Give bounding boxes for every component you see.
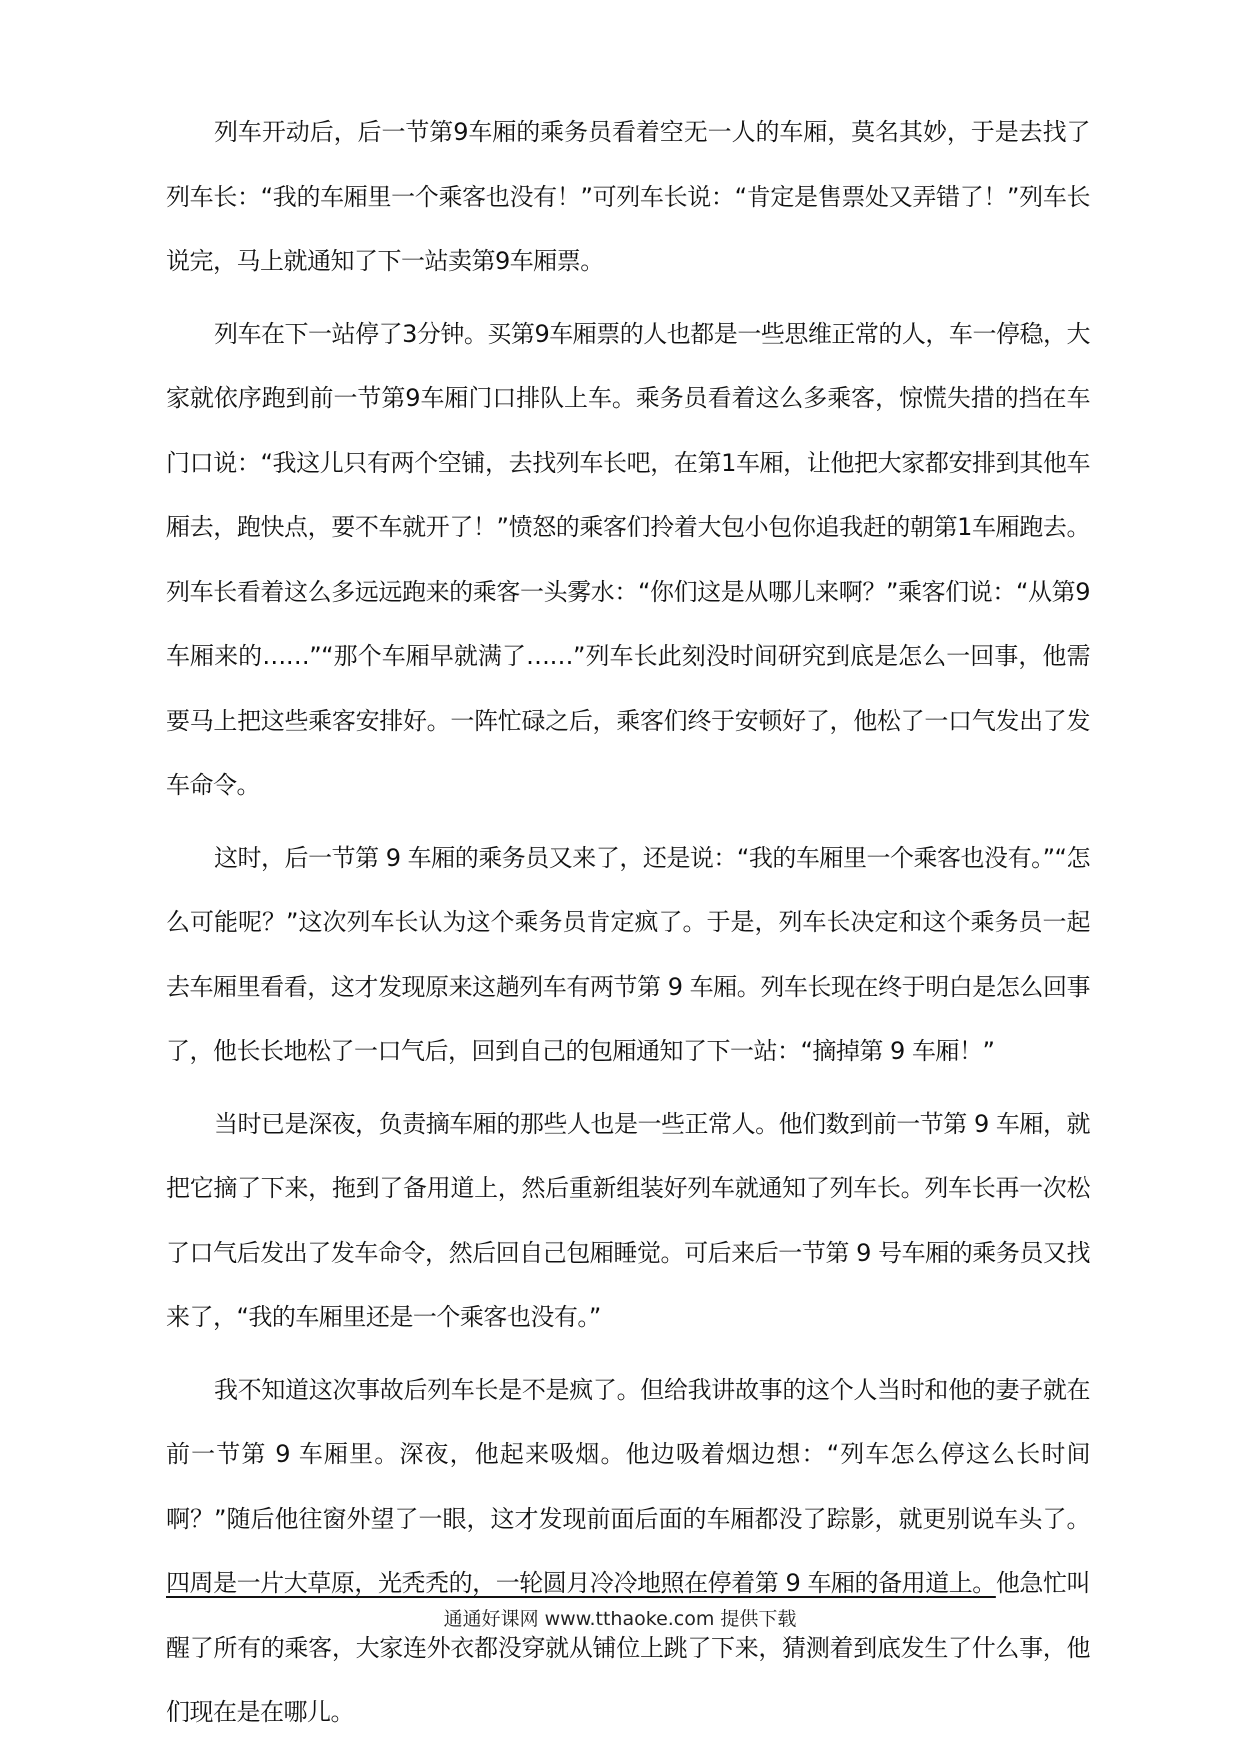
paragraph-4: 当时已是深夜，负责摘车厢的那些人也是一些正常人。他们数到前一节第 9 车厢，就把它摘了下来，拖到了备用道上，然后重新组装好列车就通知了列车长。列车长再一次松了口气后发出了发车命令，然后回自己包厢睡觉。可后来后一节第 9 号车厢的乘务员又找来了，“我的车厢里还是一个乘客也没有。”	[166, 1109, 1090, 1331]
paragraph-2: 列车在下一站停了3分钟。买第9车厢票的人也都是一些思维正常的人，车一停稳，大家就依序跑到前一节第9车厢门口排队上车。乘务员看着这么多乘客，惊慌失措的挡在车门口说：“我这儿只有两个空铺，去找列车长吧，在第1车厢，让他把大家都安排到其他车厢去，跑快点，要不车就开了！”愤怒的乘客们拎着大包小包你追我赶的朝第1车厢跑去。列车长看着这么多远远跑来的乘客一头雾水：“你们这是从哪儿来啊？”乘客们说：“从第9车厢来的……”“那个车厢早就满了……”列车长此刻没时间研究到底是怎么一回事，他需要马上把这些乘客安排好。一阵忙碌之后，乘客们终于安顿好了，他松了一口气发出了发车命令。	[166, 319, 1090, 799]
document-body	[166, 100, 1090, 1753]
paragraph-3: 这时，后一节第 9 车厢的乘务员又来了，还是说：“我的车厢里一个乘客也没有。”“怎么可能呢？”这次列车长认为这个乘务员肯定疯了。于是，列车长决定和这个乘务员一起去车厢里看看，这才发现原来这趟列车有两节第 9 车厢。列车长现在终于明白是怎么回事了，他长长地松了一口气后，回到自己的包厢通知了下一站：“摘掉第 9 车厢！”	[166, 843, 1090, 1065]
paragraph-1: 列车开动后，后一节第9车厢的乘务员看着空无一人的车厢，莫名其妙，于是去找了列车长：“我的车厢里一个乘客也没有！”可列车长说：“肯定是售票处又弄错了！”列车长说完，马上就通知了下一站卖第9车厢票。	[166, 118, 1090, 275]
paragraph-5	[166, 1358, 1090, 1745]
underlined-sentence: 四周是一片大草原，光秃秃的，一轮圆月冷冷地照在停着第 9 车厢的备用道上。	[166, 1569, 996, 1597]
paragraph-5-lead: 我不知道这次事故后列车长是不是疯了。但给我讲故事的这个人当时和他的妻子就在前一节第 9 车厢里。深夜，他起来吸烟。他边吸着烟边想：“列车怎么停这么长时间啊？”随后他往窗外望了一眼，这才发现前面后面的车厢都没了踪影，就更别说车头了。	[166, 1375, 1090, 1533]
page-footer: 通通好课网 www.tthaoke.com 提供下载	[443, 1608, 797, 1630]
paragraph-5-tail: 他急忙叫醒了所有的乘客，大家连外衣都没穿就从铺位上跳了下来，猜测着到底发生了什么事，他们现在是在哪儿。	[166, 1569, 1090, 1726]
